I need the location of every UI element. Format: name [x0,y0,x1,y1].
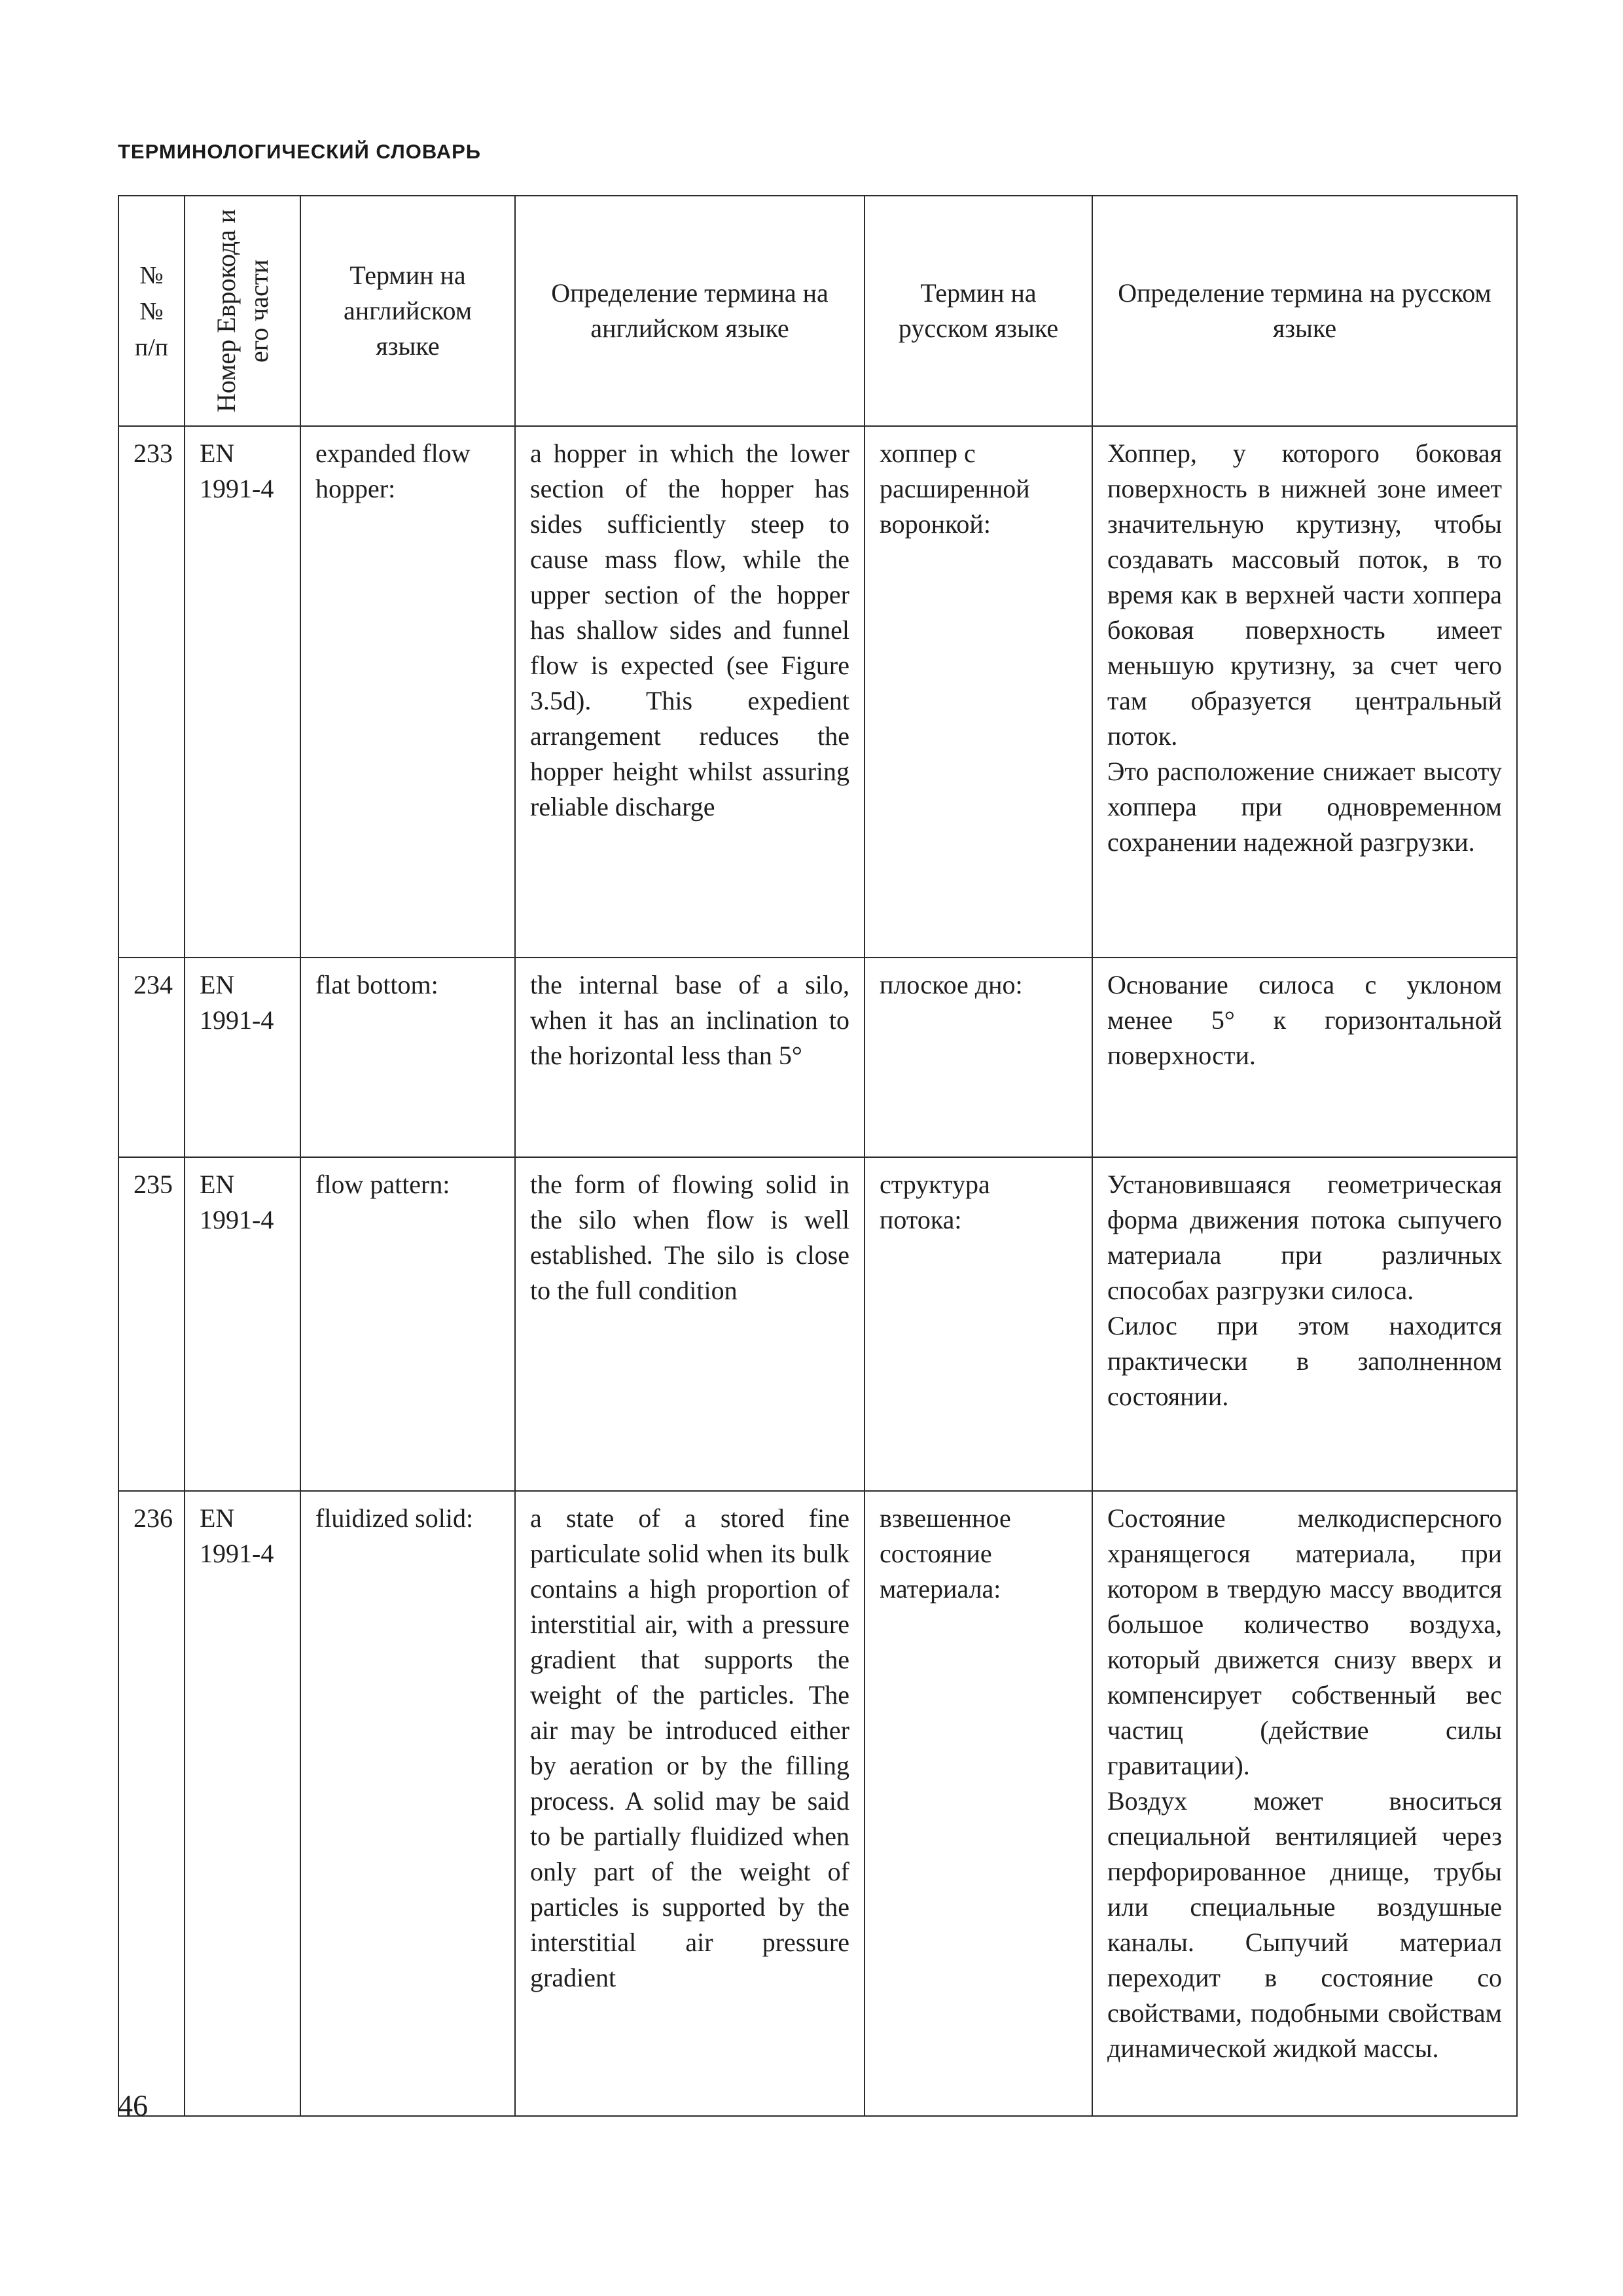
row-term-en: flat bottom: [300,958,515,1157]
row-term-en: flow pattern: [300,1157,515,1491]
def-ru-paragraph: Воздух может вноситься специальной вентиляцией через перфорированное днище, трубы или специальные воздушные каналы. Сыпучий материал переходит в состояние со свойствами, подобными свойствам динамической жидкой массы. [1107,1786,1502,2063]
row-def-ru [1092,1157,1517,1491]
def-ru-paragraph: Это расположение снижает высоту хоппера при одновременном сохранении надежной разгрузки. [1107,757,1502,857]
row-term-ru: плоское дно: [865,958,1092,1157]
row-number: 233 [118,426,185,958]
def-ru-paragraph: Силос при этом находится практически в заполненном состоянии. [1107,1311,1502,1411]
row-term-ru: взвешенное состояние материала: [865,1491,1092,2116]
header-term-ru: Термин на русском языке [865,196,1092,426]
row-def-en: the form of flowing solid in the silo when flow is well established. The silo is close to the full condition [515,1157,865,1491]
row-def-en: the internal base of a silo, when it has an inclination to the horizontal less than 5° [515,958,865,1157]
page-number: 46 [118,2089,148,2122]
table-row [118,426,1517,958]
def-ru-paragraph: Состояние мелкодисперсного хранящегося материала, при котором в твердую массу вводится большое количество воздуха, который движется снизу вверх и компенсирует собственный вес частиц (действие силы гравитации). [1107,1503,1502,1780]
header-def-en: Определение термина на английском языке [515,196,865,426]
row-number: 234 [118,958,185,1157]
table-row [118,1157,1517,1491]
header-def-ru: Определение термина на русском языке [1092,196,1517,426]
table-row [118,1491,1517,2116]
glossary-table [118,195,1518,2117]
row-eurocode: EN 1991-4 [185,958,300,1157]
row-eurocode: EN 1991-4 [185,1157,300,1491]
row-term-ru: структура потока: [865,1157,1092,1491]
table-row [118,958,1517,1157]
header-term-en: Термин на английском языке [300,196,515,426]
row-def-en: a hopper in which the lower section of the hopper has sides sufficiently steep to cause mass flow, while the upper section of the hopper has shallow sides and funnel flow is expected (see Figure 3.5d). This expedient arrangement reduces the hopper height whilst assuring reliable discharge [515,426,865,958]
table-header-row [118,196,1517,426]
row-def-ru [1092,958,1517,1157]
def-ru-paragraph: Основание силоса с уклоном менее 5° к горизонтальной поверхности. [1107,970,1502,1070]
row-term-en: expanded flow hopper: [300,426,515,958]
def-ru-paragraph: Установившаяся геометрическая форма движения потока сыпучего материала при различных способах разгрузки силоса. [1107,1170,1502,1305]
header-eurocode: Номер Еврокода и его части [185,196,300,426]
row-def-ru [1092,1491,1517,2116]
row-eurocode: EN 1991-4 [185,1491,300,2116]
row-term-ru: хоппер с расширенной воронкой: [865,426,1092,958]
def-ru-paragraph: Хоппер, у которого боковая поверхность в нижней зоне имеет значительную крутизну, чтобы создавать массовый поток, в то время как в верхней части хоппера боковая поверхность имеет меньшую крутизну, за счет чего там образуется центральный поток. [1107,439,1502,751]
running-head: ТЕРМИНОЛОГИЧЕСКИЙ СЛОВАРЬ [118,140,482,163]
row-number: 236 [118,1491,185,2116]
header-num: №№ п/п [118,196,185,426]
row-number: 235 [118,1157,185,1491]
row-def-ru [1092,426,1517,958]
row-eurocode: EN 1991-4 [185,426,300,958]
row-def-en: a state of a stored fine particulate solid when its bulk contains a high proportion of interstitial air, with a pressure gradient that supports the weight of the particles. The air may be introduced either by aeration or by the filling process. A solid may be said to be partially fluidized when only part of the weight of particles is supported by the interstitial air pressure gradient [515,1491,865,2116]
row-term-en: fluidized solid: [300,1491,515,2116]
